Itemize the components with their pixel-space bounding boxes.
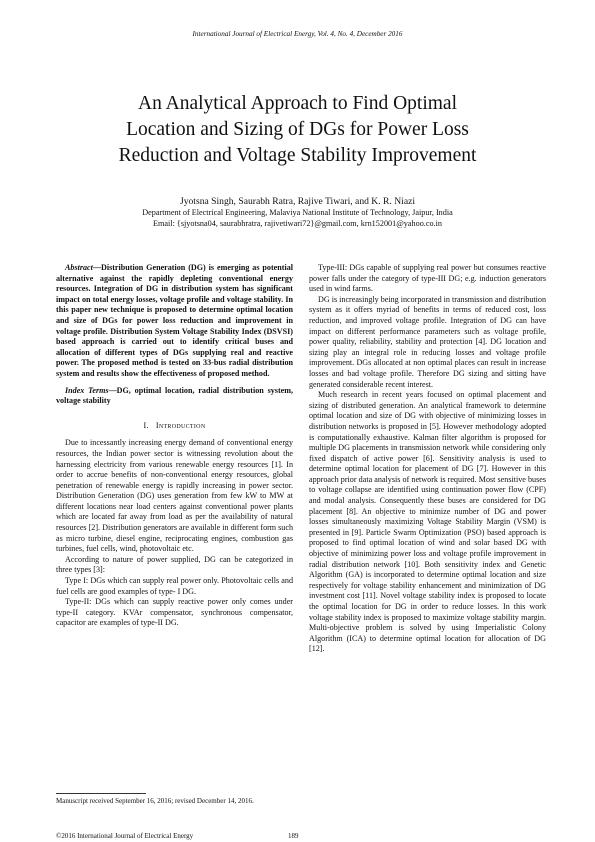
- body-paragraph: Type-III: DGs capable of supplying real power but consumes reactive power falls under the category of type-III DG; e.g. induction generators used in wind farms.: [309, 263, 546, 294]
- journal-header: International Journal of Electrical Energy, Vol. 4, No. 4, December 2016: [192, 30, 403, 38]
- affiliation: Department of Electrical Engineering, Malaviya National Institute of Technology, Jaipur, India: [142, 208, 453, 217]
- title-line: Reduction and Voltage Stability Improvement: [118, 145, 477, 166]
- body-paragraph: DG is increasingly being incorporated in transmission and distribution system as it offers myriad of benefits in terms of reduced cost, loss reduction, and improved voltage profile. Integration of DG can have impact on different performance parameters such as voltage profile, power quality, reliability, stability and protection [4]. DG location and sizing play an integral role in reducing losses and voltage profile improvement. DGs allocated at non optimal places can result in increase losses and bad voltage profile. Therefore DG sizing and sitting have generated considerable recent interest.: [309, 294, 546, 389]
- section-heading: [56, 421, 293, 432]
- index-terms-text: —DG, optimal location, radial distribution system, voltage stability: [56, 385, 293, 406]
- body-paragraph: Type I: DGs which can supply real power only. Photovoltaic cells and fuel cells are good examples of type- I DG.: [56, 576, 293, 596]
- body-paragraph: Much research in recent years focused on optimal placement and sizing of distributed generation. An analytical framework to determine optimal location and size of DG with objective of minimizing losses in distribution networks is proposed in [5]. However methodology adopted is computationally exhaustive. Kalman filter algorithm is proposed for multiple DG placements in transmission network while considering only fixed dispatch of active power [6]. Sensitivity analysis is used to determine optimal location for placement of DG [7]. However in this approach prior data analysis of network is required. Most sensitive buses to voltage collapse are identified using continuation power flow (CPF) and modal analysis. Consequently these buses are considered for DG placement [8]. An objective to minimize number of DG and power losses simultaneously maximizing Voltage Stability Margin (VSM) is presented in [9]. Particle Swarm Optimization (PSO) based approach is proposed to find optimal location of wind and solar based DG with objective of minimizing power loss and voltage profile improvement in radial distribution network [10]. Both sensitivity index and Genetic Algorithm (GA) is incorporated to determine optimal location and size respectively for voltage stability enhancement and minimization of DG investment cost [11]. Novel voltage stability index is proposed to locate the optimal location for DG in order to reduce losses. In this work voltage stability index is proposed to maximize voltage stability margin. Multi-objective problem is solved by using Imperialistic Colony Algorithm (ICA) to determine optimal location for allocation of DG [12].: [309, 390, 546, 654]
- section-title: Introduction: [155, 420, 206, 430]
- body-paragraph: Type-II: DGs which can supply reactive power only comes under type-II category. KVAr compensator, synchronous compensator, capacitor are examples of type-II DG.: [56, 597, 293, 628]
- footnote: Manuscript received September 16, 2016; revised December 14, 2016.: [56, 797, 254, 805]
- abstract-label: Abstract: [65, 263, 93, 272]
- right-column: [309, 263, 546, 655]
- body-paragraph: Due to incessantly increasing energy demand of conventional energy resources, the Indian power sector is witnessing revolution about the harnessing electricity from various renewable energy resources [1]. In order to accrue benefits of non-conventional energy resources, global penetration of renewable energy is rapidly increasing in power sector. Distribution Generation (DG) uses generation from few kW to MW at different locations near load centers against conventional power plants which are located far away from load as per the availability of natural resources [2]. Distribution generators are available in different form such as micro turbine, diesel engine, reciprocating engines, combustion gas turbines, fuel cells, wind, photovoltaic etc.: [56, 438, 293, 554]
- author-emails: Email: {sjyotsna04, saurabhratra, rajivetiwari72}@gmail.com, krn152001@yahoo.co.in: [153, 219, 442, 228]
- footnote-divider: [56, 793, 146, 794]
- paper-title: [40, 91, 555, 169]
- page-number: 189: [288, 832, 299, 840]
- abstract-text: —Distribution Generation (DG) is emerging as potential alternative against the rapidly depleting conventional energy resources. Integration of DG in distribution system has significant impact on total energy losses, voltage profile and voltage stability. In this paper new technique is proposed to determine optimal location and size of DGs for power loss reduction and improvement in voltage profile. Distribution System Voltage Stability Index (DSVSI) based approach is carried out to identify critical buses and allocation of different types of DGs supplying real and reactive power. The proposed method is tested on 33-bus radial distribution system and results show the effectiveness of proposed method.: [56, 263, 293, 378]
- title-line: An Analytical Approach to Find Optimal: [138, 93, 457, 114]
- title-line: Location and Sizing of DGs for Power Loss: [126, 119, 469, 140]
- index-terms-label: Index Terms: [65, 385, 109, 395]
- author-list: Jyotsna Singh, Saurabh Ratra, Rajive Tiwari, and K. R. Niazi: [179, 196, 416, 207]
- section-number: I.: [143, 420, 149, 430]
- index-terms: [56, 386, 293, 407]
- copyright-notice: ©2016 International Journal of Electrical Energy: [56, 832, 194, 840]
- body-paragraph: According to nature of power supplied, DG can be categorized in three types [3]:: [56, 554, 293, 575]
- left-column: [56, 263, 293, 629]
- abstract: [56, 263, 293, 380]
